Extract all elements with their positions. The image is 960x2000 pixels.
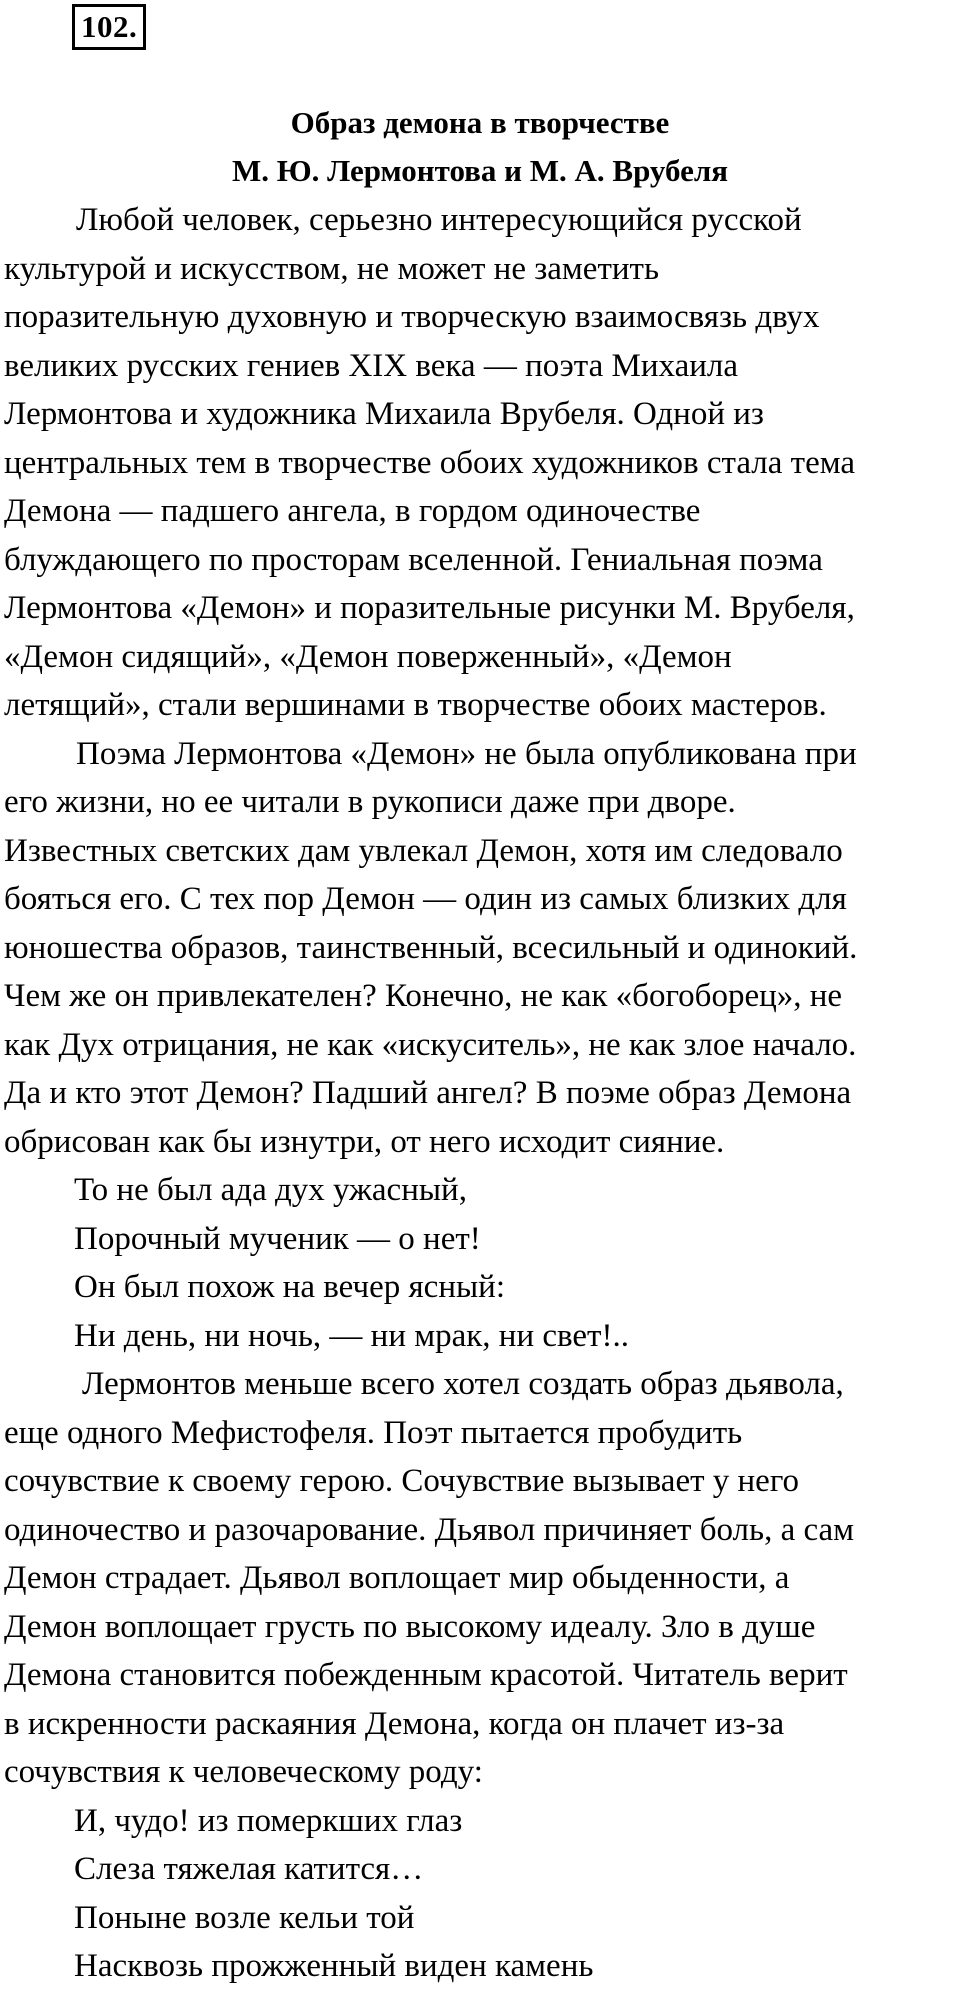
text-line: поразительную духовную и творческую взаимосвязь двух — [4, 299, 820, 335]
text-line: Любой человек, серьезно интересующийся русской — [76, 202, 802, 238]
text-line: блуждающего по просторам вселенной. Гениальная поэма — [4, 541, 823, 578]
verse-line: Слеза тяжелая катится… — [74, 1851, 424, 1887]
text-line: центральных тем в творчестве обоих художников стала тема — [4, 444, 856, 481]
text-line: «Демон сидящий», «Демон поверженный», «Демон — [4, 638, 732, 675]
title-line-2: М. Ю. Лермонтова и М. А. Врубеля — [231, 153, 729, 188]
verse-line: Поныне возле кельи той — [74, 1899, 415, 1936]
text-line: Лермонтова и художника Михаила Врубеля. Одной из — [4, 396, 764, 432]
text-line: как Дух отрицания, не как «искуситель», не как злое начало. — [4, 1026, 857, 1063]
text-line: обрисован как бы изнутри, от него исходит сияние. — [4, 1123, 725, 1160]
text-line: еще одного Мефистофеля. Поэт пытается пробудить — [4, 1414, 743, 1451]
text-line: сочувствия к человеческому роду: — [4, 1754, 483, 1790]
text-line: в искренности раскаяния Демона, когда он плачет из-за — [4, 1705, 785, 1742]
verse-line: Он был похож на вечер ясный: — [74, 1269, 505, 1305]
text-line: летящий», стали вершинами в творчестве обоих мастеров. — [4, 687, 827, 723]
verse-line: И, чудо! из померкших глаз — [74, 1802, 463, 1839]
text-line: Лермонтов меньше всего хотел создать образ дьявола, — [82, 1366, 844, 1402]
text-line: его жизни, но ее читали в рукописи даже при дворе. — [4, 784, 736, 820]
text-line: Лермонтова «Демон» и поразительные рисунки М. Врубеля, — [4, 590, 855, 626]
text-line: Известных светских дам увлекал Демон, хотя им следовало — [4, 832, 843, 869]
text-line: Демона — падшего ангела, в гордом одиночестве — [4, 493, 701, 529]
verse-line: Насквозь прожженный виден камень — [74, 1948, 594, 1984]
text-line: Демон страдает. Дьявол воплощает мир обыденности, а — [4, 1560, 790, 1596]
text-line: одиночество и разочарование. Дьявол причиняет боль, а сам — [4, 1511, 855, 1548]
text-line: сочувствие к своему герою. Сочувствие вызывает у него — [4, 1463, 800, 1499]
text-line: Поэма Лермонтова «Демон» не была опубликована при — [76, 735, 857, 772]
essay-body — [0, 196, 960, 1991]
text-line: Демона становится побежденным красотой. Читатель верит — [4, 1657, 848, 1693]
verse-line: Ни день, ни ночь, — ни мрак, ни свет!.. — [74, 1317, 629, 1354]
verse-line: То не был ада дух ужасный, — [74, 1172, 467, 1208]
text-line: великих русских гениев XIX века — поэта Михаила — [4, 347, 739, 384]
text-line: Да и кто этот Демон? Падший ангел? В поэме образ Демона — [4, 1075, 852, 1111]
text-line: Чем же он привлекателен? Конечно, не как «богоборец», не — [4, 978, 843, 1014]
text-line: Демон воплощает грусть по высокому идеалу. Зло в душе — [4, 1608, 816, 1645]
text-line: бояться его. С тех пор Демон — один из самых близких для — [4, 881, 847, 917]
text-line: культурой и искусством, не может не заметить — [4, 250, 660, 287]
verse-line: Порочный мученик — о нет! — [74, 1220, 481, 1257]
title-line-1: Образ демона в творчестве — [290, 105, 670, 140]
task-number-box: 102. — [72, 4, 146, 50]
text-line: юношества образов, таинственный, всесильный и одинокий. — [4, 929, 858, 966]
